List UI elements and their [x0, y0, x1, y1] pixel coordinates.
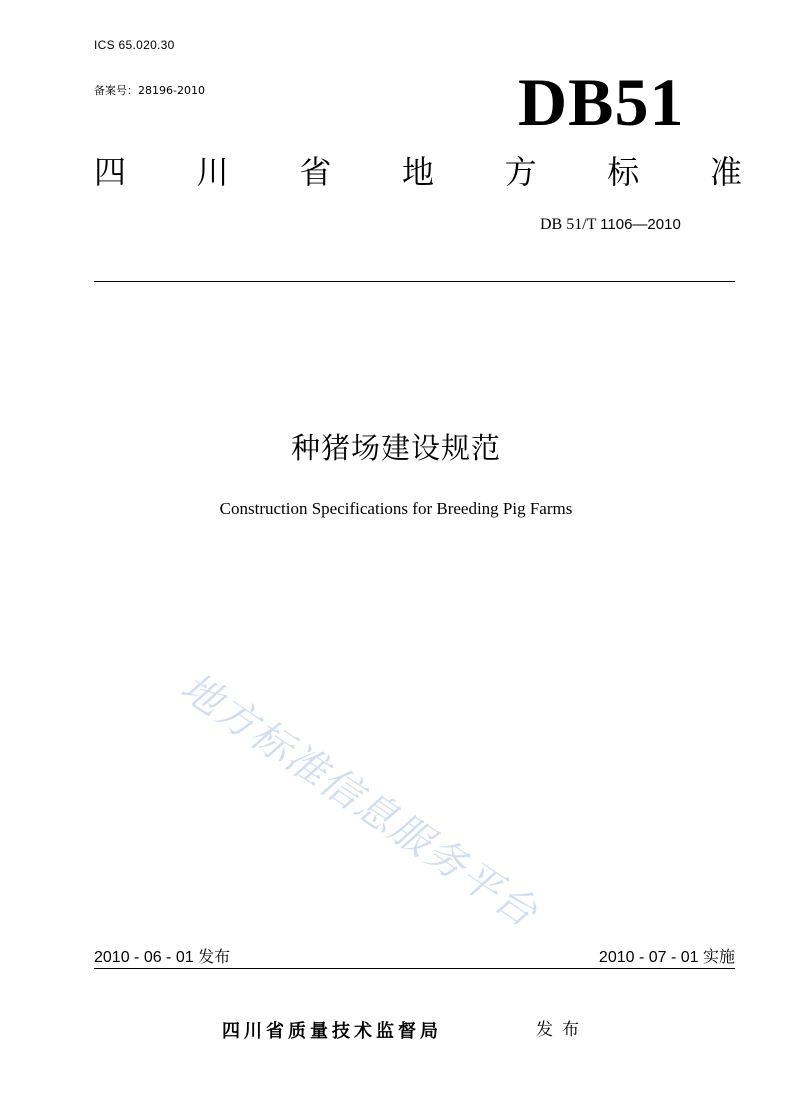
standard-code: [540, 214, 681, 236]
bottom-divider: [94, 968, 735, 969]
standard-type-char: 准: [709, 153, 742, 191]
ics-code: ICS 65.020.30: [94, 38, 175, 52]
standard-type-char: 省: [299, 153, 332, 191]
standard-code-number: 1106—2010: [600, 216, 681, 233]
implementation-date: 2010 - 07 - 01 实施: [598, 949, 735, 966]
issuing-authority: 四川省质量技术监督局: [222, 1021, 442, 1042]
standard-type-char: 川: [196, 153, 229, 191]
db-code-mark: DB51: [518, 64, 685, 140]
standard-code-prefix: DB 51/T: [540, 216, 601, 233]
record-number: 备案号：28196-2010: [94, 84, 205, 97]
issue-label: 发布: [536, 1020, 588, 1040]
title-chinese: 种猪场建设规范: [290, 431, 501, 465]
standard-type-char: 方: [504, 153, 537, 191]
watermark: 地方标准信息服务平台: [172, 664, 547, 937]
standard-type-char: 四: [94, 153, 127, 191]
standard-type-char: 标: [607, 153, 640, 191]
top-divider: [94, 281, 735, 282]
standard-type-heading: [94, 150, 742, 194]
issue-date: 2010 - 06 - 01 发布: [94, 949, 231, 966]
title-english: Construction Specifications for Breeding Pig Farms: [219, 499, 573, 518]
standard-type-char: 地: [401, 153, 434, 191]
